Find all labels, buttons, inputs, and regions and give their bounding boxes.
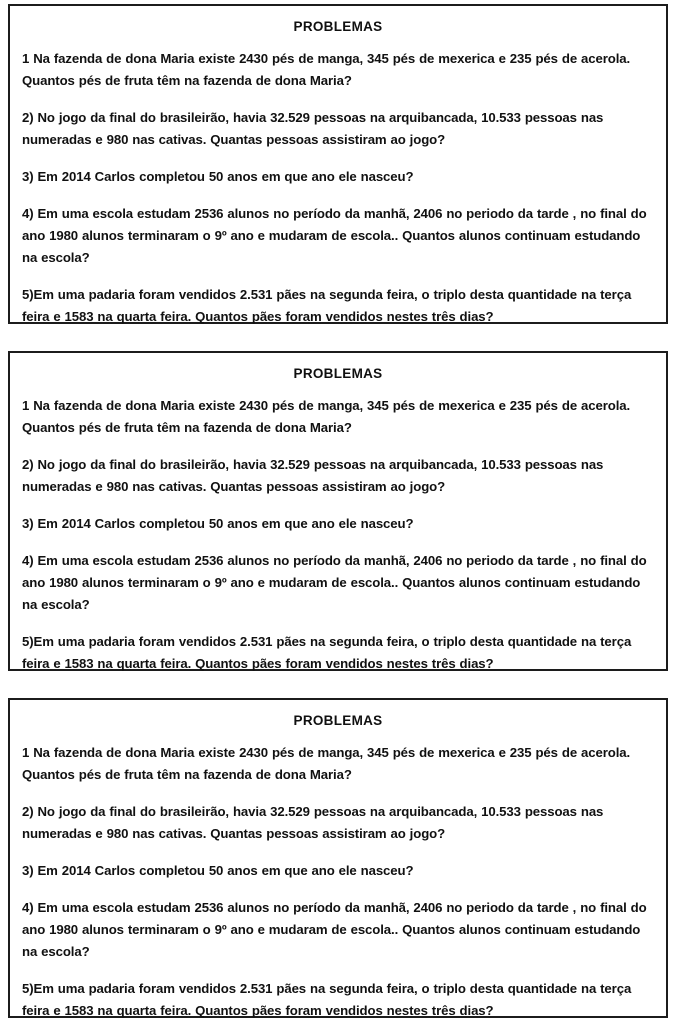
- problem-item: 5)Em uma padaria foram vendidos 2.531 pães na segunda feira, o triplo desta quantidade na terça feira e 1583 na quarta feira. Quantos pães foram vendidos nestes três dias?: [22, 634, 632, 671]
- problem-item: 4) Em uma escola estudam 2536 alunos no período da manhã, 2406 no periodo da tarde , no final do ano 1980 alunos terminaram o 9º ano e mudaram de escola.. Quantos alunos continuam estudando na escola?: [22, 900, 647, 959]
- problem-item: 3) Em 2014 Carlos completou 50 anos em que ano ele nasceu?: [22, 863, 414, 878]
- problem-item: 5)Em uma padaria foram vendidos 2.531 pães na segunda feira, o triplo desta quantidade na terça feira e 1583 na quarta feira. Quantos pães foram vendidos nestes três dias?: [22, 981, 632, 1018]
- block-heading: PROBLEMAS: [293, 713, 383, 728]
- problem-item: 1 Na fazenda de dona Maria existe 2430 pés de manga, 345 pés de mexerica e 235 pés de acerola. Quantos pés de fruta têm na fazenda de dona Maria?: [22, 398, 631, 435]
- problem-item: 4) Em uma escola estudam 2536 alunos no período da manhã, 2406 no periodo da tarde , no final do ano 1980 alunos terminaram o 9º ano e mudaram de escola.. Quantos alunos continuam estudando na escola?: [22, 206, 647, 265]
- problem-item: 3) Em 2014 Carlos completou 50 anos em que ano ele nasceu?: [22, 169, 414, 184]
- problem-item: 5)Em uma padaria foram vendidos 2.531 pães na segunda feira, o triplo desta quantidade na terça feira e 1583 na quarta feira. Quantos pães foram vendidos nestes três dias?: [22, 287, 632, 324]
- problem-item: 1 Na fazenda de dona Maria existe 2430 pés de manga, 345 pés de mexerica e 235 pés de acerola. Quantos pés de fruta têm na fazenda de dona Maria?: [22, 51, 631, 88]
- problem-item: 2) No jogo da final do brasileirão, havia 32.529 pessoas na arquibancada, 10.533 pessoas nas numeradas e 980 nas cativas. Quantas pessoas assistiram ao jogo?: [22, 457, 604, 494]
- problem-list: [22, 742, 654, 1022]
- problem-list: [22, 48, 654, 328]
- problem-item: 2) No jogo da final do brasileirão, havia 32.529 pessoas na arquibancada, 10.533 pessoas nas numeradas e 980 nas cativas. Quantas pessoas assistiram ao jogo?: [22, 804, 604, 841]
- problem-item: 4) Em uma escola estudam 2536 alunos no período da manhã, 2406 no periodo da tarde , no final do ano 1980 alunos terminaram o 9º ano e mudaram de escola.. Quantos alunos continuam estudando na escola?: [22, 553, 647, 612]
- problem-list: [22, 395, 654, 675]
- problem-block: [8, 4, 668, 324]
- problem-item: 1 Na fazenda de dona Maria existe 2430 pés de manga, 345 pés de mexerica e 235 pés de acerola. Quantos pés de fruta têm na fazenda de dona Maria?: [22, 745, 631, 782]
- problem-item: 3) Em 2014 Carlos completou 50 anos em que ano ele nasceu?: [22, 516, 414, 531]
- problem-block: [8, 351, 668, 671]
- problem-item: 2) No jogo da final do brasileirão, havia 32.529 pessoas na arquibancada, 10.533 pessoas nas numeradas e 980 nas cativas. Quantas pessoas assistiram ao jogo?: [22, 110, 604, 147]
- problem-block: [8, 698, 668, 1018]
- block-heading: PROBLEMAS: [293, 366, 383, 381]
- block-heading: PROBLEMAS: [293, 19, 383, 34]
